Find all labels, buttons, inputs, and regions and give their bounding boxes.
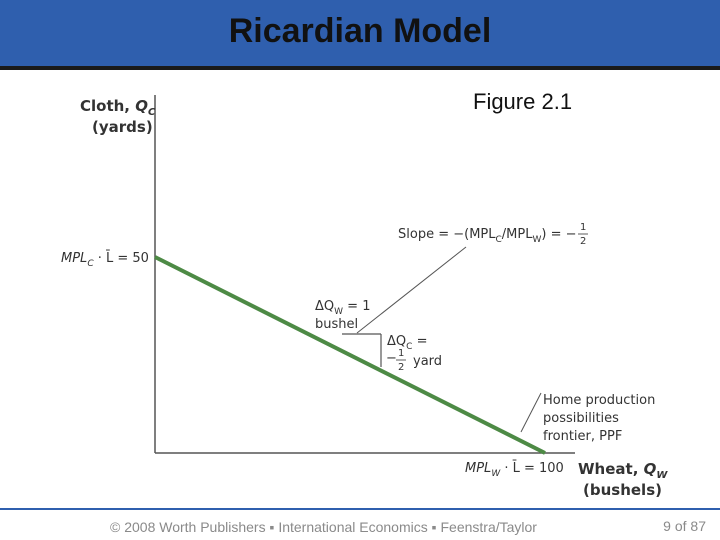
ppf-annotation-line3: frontier, PPF [543,429,623,444]
slope-fraction-num: 1 [580,222,587,233]
page-number: 9 of 87 [663,518,706,534]
delta-c-annotation: $\Delta Q_C$ = [387,334,428,352]
slope-annotation: Slope = $-(MPL_C/MPL_W)$ = − [398,227,577,245]
ppf-annotation-line2: possibilities [543,411,619,426]
delta-c-num: 1 [398,348,405,359]
delta-c-den: 2 [398,362,405,373]
delta-c-unit: yard [413,354,443,369]
y-intercept-label: $MPL_C$ · L̄ = 50 [61,251,149,269]
slope-leader [357,247,466,333]
ppf-leader [521,393,541,432]
y-axis-unit: (yards) [92,118,153,136]
footer-rule [0,508,720,510]
figure-label: Figure 2.1 [473,89,573,114]
y-axis-label: Cloth, $Q_C$ [80,97,156,118]
x-axis-unit: (bushels) [583,481,662,499]
slope-fraction-den: 2 [580,236,587,247]
x-intercept-label: $MPL_W$ · L̄ = 100 [465,461,564,479]
ppf-annotation-line1: Home production [543,393,656,408]
x-axis-label: Wheat, $Q_W$ [578,460,668,481]
slide-title: Ricardian Model [228,12,492,50]
delta-c-neg: − [386,351,397,366]
ppf-line [155,257,545,453]
delta-w-annotation: $\Delta Q_W = 1$ [315,299,371,317]
footer-credit: © 2008 Worth Publishers ▪ International Economics ▪ Feenstra/Taylor [110,519,537,535]
delta-w-unit: bushel [315,317,359,332]
